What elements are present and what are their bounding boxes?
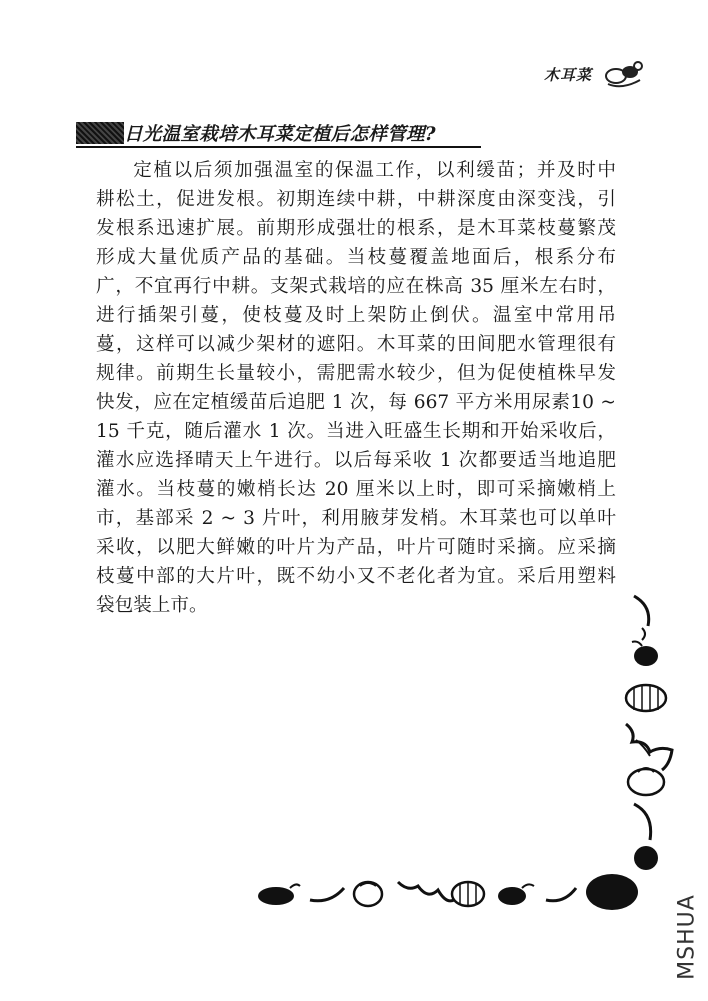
vegetable-row-border-icon: [250, 866, 640, 916]
title-underline: [76, 146, 481, 148]
running-header: [544, 58, 646, 90]
question-title: 日光温室栽培木耳菜定植后怎样管理?: [124, 124, 436, 145]
text-line: 15 千克，随后灌水 1 次。当进入旺盛生长期和开始采收后，: [96, 421, 616, 442]
text-line: 市，基部采 2 ~ 3 片叶，利用腋芽发梢。木耳菜也可以单叶: [96, 508, 616, 529]
text-line: 规律。前期生长量较小，需肥需水较少，但为促使植株早发: [96, 363, 616, 384]
text-line: 广，不宜再行中耕。支架式栽培的应在株高 35 厘米左右时，: [96, 276, 616, 297]
text-line: 袋包装上市。: [96, 595, 208, 616]
text-line: 形成大量优质产品的基础。当枝蔓覆盖地面后，根系分布: [96, 247, 616, 268]
text-line: 发根系迅速扩展。前期形成强壮的根系，是木耳菜枝蔓繁茂: [96, 218, 616, 239]
text-line: 蔓，这样可以减少架材的遮阳。木耳菜的田间肥水管理很有: [96, 334, 616, 355]
text-line: 灌水。当枝蔓的嫩梢长达 20 厘米以上时，即可采摘嫩梢上: [96, 479, 616, 500]
scanner-watermark: [672, 878, 702, 996]
text-line: 快发，应在定植缓苗后追肥 1 次，每 667 平方米用尿素10 ~: [96, 392, 616, 413]
text-line: 灌水应选择晴天上午进行。以后每采收 1 次都要适当地追肥: [96, 450, 616, 471]
text-line: 枝蔓中部的大片叶，既不幼小又不老化者为宜。采后用塑料: [96, 566, 616, 587]
question-heading: [76, 120, 636, 148]
watermark-text: MSHUA: [674, 894, 700, 980]
vegetable-ornament-icon: [602, 58, 646, 90]
text-line: 采收，以肥大鲜嫩的叶片为产品，叶片可随时采摘。应采摘: [96, 537, 616, 558]
text-line: 耕松土，促进发根。初期连续中耕，中耕深度由深变浅，引: [96, 189, 616, 210]
text-line: 定植以后须加强温室的保温工作，以利缓苗；并及时中: [133, 160, 616, 181]
section-name: 木耳菜: [543, 65, 592, 84]
answer-body: [96, 156, 616, 620]
question-marker: [76, 122, 124, 144]
vegetable-vine-border-icon: [612, 590, 682, 880]
text-line: 进行插架引蔓，使枝蔓及时上架防止倒伏。温室中常用吊: [96, 305, 616, 326]
